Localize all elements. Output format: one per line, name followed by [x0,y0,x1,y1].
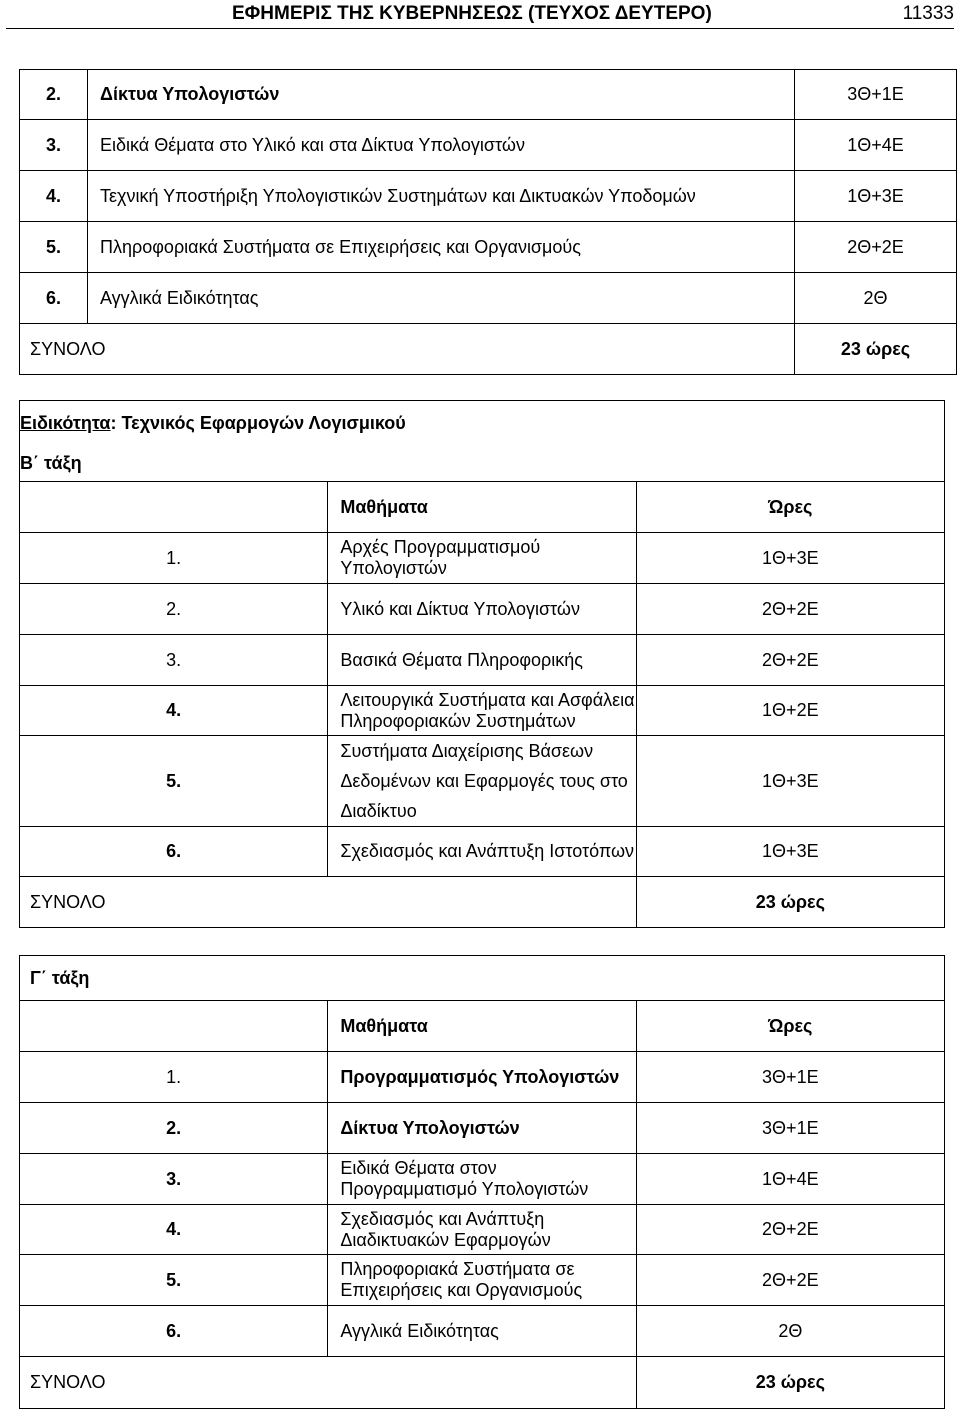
course-hours: 1Θ+3Ε [795,171,957,222]
course-name: Σχεδιασμός και Ανάπτυξη Ιστοτόπων [328,827,636,877]
course-name [328,736,636,827]
specialty-label: Ειδικότητα [20,413,111,434]
table-row [20,222,957,273]
course-hours: 2Θ+2Ε [636,635,944,686]
table-row [20,1103,945,1154]
course-name: Προγραμματισμός Υπολογιστών [328,1052,636,1103]
course-hours: 2Θ+2Ε [636,584,944,635]
total-hours: 23 ώρες [636,877,944,928]
course-name-line-1: Συστήματα Διαχείρισης Βάσεων Δεδομένων και Εφαρμογές τους στο [340,741,628,791]
table-row [20,273,957,324]
total-label: ΣΥΝΟΛΟ [20,1357,637,1409]
course-name: Λειτουργικά Συστήματα και Ασφάλεια Πληροφοριακών Συστημάτων [328,686,636,736]
table-row [20,1205,945,1255]
table-row [20,1255,945,1306]
row-number: 5. [20,736,328,827]
course-hours: 2Θ+2Ε [636,1255,944,1306]
course-hours: 3Θ+1Ε [795,70,957,120]
course-hours: 1Θ+2Ε [636,686,944,736]
row-number: 2. [20,70,88,120]
page-number: 11333 [902,3,954,24]
course-hours: 2Θ [795,273,957,324]
row-number: 1. [20,533,328,584]
table-row [20,584,945,635]
row-number: 5. [20,222,88,273]
total-row [20,324,957,375]
course-hours: 2Θ+2Ε [795,222,957,273]
row-number: 4. [20,686,328,736]
row-number: 5. [20,1255,328,1306]
table-row [20,120,957,171]
total-label: ΣΥΝΟΛΟ [20,877,637,928]
table-row [20,70,957,120]
row-number: 2. [20,584,328,635]
row-number: 2. [20,1103,328,1154]
header-num [20,482,328,533]
row-number: 4. [20,171,88,222]
course-hours: 2Θ+2Ε [636,1205,944,1255]
course-hours: 3Θ+1Ε [636,1103,944,1154]
page-header [0,0,960,30]
table-row [20,1052,945,1103]
header-num [20,1001,328,1052]
row-number: 3. [20,1154,328,1205]
total-row [20,877,945,928]
column-header-courses: Μαθήματα [328,1001,636,1052]
total-label: ΣΥΝΟΛΟ [20,324,795,375]
class-label: Β΄ τάξη [20,447,945,482]
course-name: Τεχνική Υποστήριξη Υπολογιστικών Συστημάτων και Δικτυακών Υποδομών [88,171,795,222]
table-b-class [19,400,945,928]
table-row [20,1306,945,1357]
header-rule [6,28,954,29]
table-row [20,635,945,686]
row-number: 6. [20,273,88,324]
course-hours: 1Θ+3Ε [636,533,944,584]
course-name: Βασικά Θέματα Πληροφορικής [328,635,636,686]
table-header-row [20,1001,945,1052]
course-name: Δίκτυα Υπολογιστών [328,1103,636,1154]
total-hours: 23 ώρες [636,1357,944,1409]
table-c-class [19,955,945,1409]
specialty-heading [20,401,945,447]
row-number: 3. [20,635,328,686]
column-header-hours: Ώρες [636,482,944,533]
course-name: Ειδικά Θέματα στο Υλικό και στα Δίκτυα Υπολογιστών [88,120,795,171]
row-number: 4. [20,1205,328,1255]
table-row [20,533,945,584]
course-name: Πληροφοριακά Συστήματα σε Επιχειρήσεις και Οργανισμούς [328,1255,636,1306]
course-name: Αγγλικά Ειδικότητας [88,273,795,324]
table-row [20,1154,945,1205]
class-row [20,447,945,482]
course-hours: 1Θ+4Ε [636,1154,944,1205]
course-hours: 1Θ+3Ε [636,827,944,877]
course-name: Ειδικά Θέματα στον Προγραμματισμό Υπολογιστών [328,1154,636,1205]
course-hours: 1Θ+3Ε [636,736,944,827]
total-row [20,1357,945,1409]
course-hours: 2Θ [636,1306,944,1357]
class-row [20,956,945,1001]
row-number: 6. [20,827,328,877]
specialty-separator: : [110,413,117,434]
course-name: Πληροφοριακά Συστήματα σε Επιχειρήσεις και Οργανισμούς [88,222,795,273]
table-row [20,827,945,877]
table-header-row [20,482,945,533]
column-header-hours: Ώρες [636,1001,944,1052]
table-row [20,736,945,827]
course-hours: 3Θ+1Ε [636,1052,944,1103]
course-name: Υλικό και Δίκτυα Υπολογιστών [328,584,636,635]
total-hours: 23 ώρες [795,324,957,375]
specialty-row [20,401,945,447]
course-name: Σχεδιασμός και Ανάπτυξη Διαδικτυακών Εφαρμογών [328,1205,636,1255]
specialty-name: Τεχνικός Εφαρμογών Λογισμικού [116,413,406,434]
course-name: Αγγλικά Ειδικότητας [328,1306,636,1357]
row-number: 3. [20,120,88,171]
gazette-title: ΕΦΗΜΕΡΙΣ ΤΗΣ ΚΥΒΕΡΝΗΣΕΩΣ (ΤΕΥΧΟΣ ΔΕΥΤΕΡΟ) [232,3,712,24]
course-name-line-2: Διαδίκτυο [340,801,417,821]
class-label: Γ΄ τάξη [20,956,945,1001]
course-name: Δίκτυα Υπολογιστών [88,70,795,120]
table-row [20,171,957,222]
course-name: Αρχές Προγραμματισμού Υπολογιστών [328,533,636,584]
column-header-courses: Μαθήματα [328,482,636,533]
row-number: 1. [20,1052,328,1103]
row-number: 6. [20,1306,328,1357]
table-continued [19,69,957,375]
table-row [20,686,945,736]
course-hours: 1Θ+4Ε [795,120,957,171]
